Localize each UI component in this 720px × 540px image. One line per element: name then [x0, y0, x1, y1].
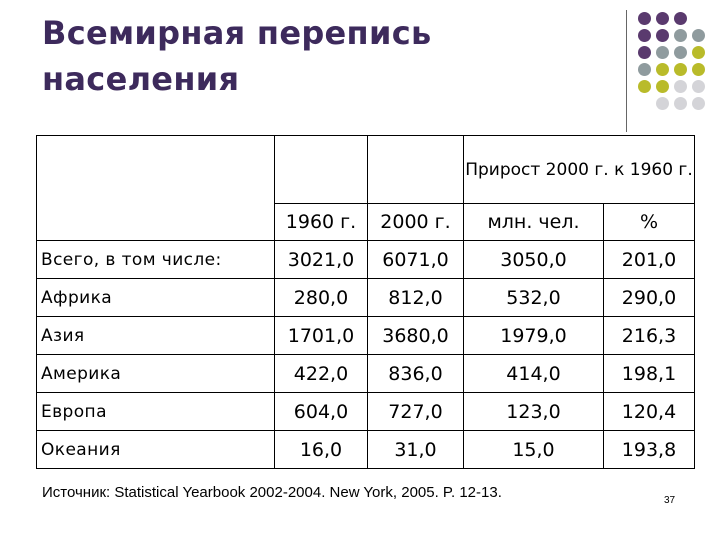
growth-group-header: Прирост 2000 г. к 1960 г.	[464, 136, 695, 204]
decorative-dot	[656, 29, 669, 42]
row-label: Америка	[37, 355, 275, 393]
table-cell: 16,0	[275, 431, 368, 469]
table-cell: 812,0	[368, 279, 464, 317]
table-row	[37, 241, 695, 279]
column-header-2000: 2000 г.	[368, 204, 464, 241]
row-label: Всего, в том числе:	[37, 241, 275, 279]
table-cell: 422,0	[275, 355, 368, 393]
decorative-dot	[692, 80, 705, 93]
decorative-dot	[638, 80, 651, 93]
table-body	[37, 241, 695, 469]
decorative-dot	[674, 97, 687, 110]
decorative-dot	[674, 63, 687, 76]
table-row	[37, 279, 695, 317]
decorative-dot	[692, 46, 705, 59]
table-cell: 836,0	[368, 355, 464, 393]
table-row	[37, 431, 695, 469]
table-cell: 193,8	[604, 431, 695, 469]
column-header-1960: 1960 г.	[275, 204, 368, 241]
decorative-dot	[692, 63, 705, 76]
decorative-dot	[656, 12, 669, 25]
table-cell: 280,0	[275, 279, 368, 317]
divider-line	[626, 10, 627, 132]
table-cell: 123,0	[464, 393, 604, 431]
table-cell: 15,0	[464, 431, 604, 469]
decorative-dot	[674, 80, 687, 93]
row-label: Океания	[37, 431, 275, 469]
table-cell: 3680,0	[368, 317, 464, 355]
table-cell: 3050,0	[464, 241, 604, 279]
decorative-dot	[656, 97, 669, 110]
column-header-growth-mln: млн. чел.	[464, 204, 604, 241]
decorative-dot	[638, 63, 651, 76]
table-cell: 1979,0	[464, 317, 604, 355]
table-cell: 604,0	[275, 393, 368, 431]
decorative-dot	[692, 29, 705, 42]
decorative-dot	[638, 46, 651, 59]
decorative-dot	[656, 80, 669, 93]
decorative-dot	[674, 12, 687, 25]
decorative-dot	[638, 12, 651, 25]
row-label: Европа	[37, 393, 275, 431]
column-header-growth-percent: %	[604, 204, 695, 241]
table-cell: 120,4	[604, 393, 695, 431]
page-number: 37	[664, 495, 676, 506]
row-label: Африка	[37, 279, 275, 317]
table-cell: 198,1	[604, 355, 695, 393]
decorative-dot	[674, 29, 687, 42]
table-cell: 414,0	[464, 355, 604, 393]
table-cell: 1701,0	[275, 317, 368, 355]
table-cell: 31,0	[368, 431, 464, 469]
table-row	[37, 317, 695, 355]
table-row	[37, 393, 695, 431]
decorative-dot	[656, 63, 669, 76]
row-label: Азия	[37, 317, 275, 355]
table-cell: 290,0	[604, 279, 695, 317]
table-cell: 727,0	[368, 393, 464, 431]
decorative-dot	[674, 46, 687, 59]
table-cell: 6071,0	[368, 241, 464, 279]
header-empty-cell	[368, 136, 464, 204]
header-empty-cell	[275, 136, 368, 204]
population-table	[36, 135, 695, 469]
decorative-dot-grid	[638, 12, 714, 108]
table-cell: 216,3	[604, 317, 695, 355]
decorative-dot	[656, 46, 669, 59]
table-cell: 532,0	[464, 279, 604, 317]
table-cell: 3021,0	[275, 241, 368, 279]
table-cell: 201,0	[604, 241, 695, 279]
table-row	[37, 355, 695, 393]
header-row-top	[37, 136, 695, 204]
decorative-dot	[638, 29, 651, 42]
source-note: Источник: Statistical Yearbook 2002-2004. New York, 2005. P. 12-13.	[42, 484, 502, 501]
header-empty-cell	[37, 136, 275, 241]
decorative-dot	[692, 97, 705, 110]
slide-title: Всемирная перепись населения	[42, 14, 432, 98]
